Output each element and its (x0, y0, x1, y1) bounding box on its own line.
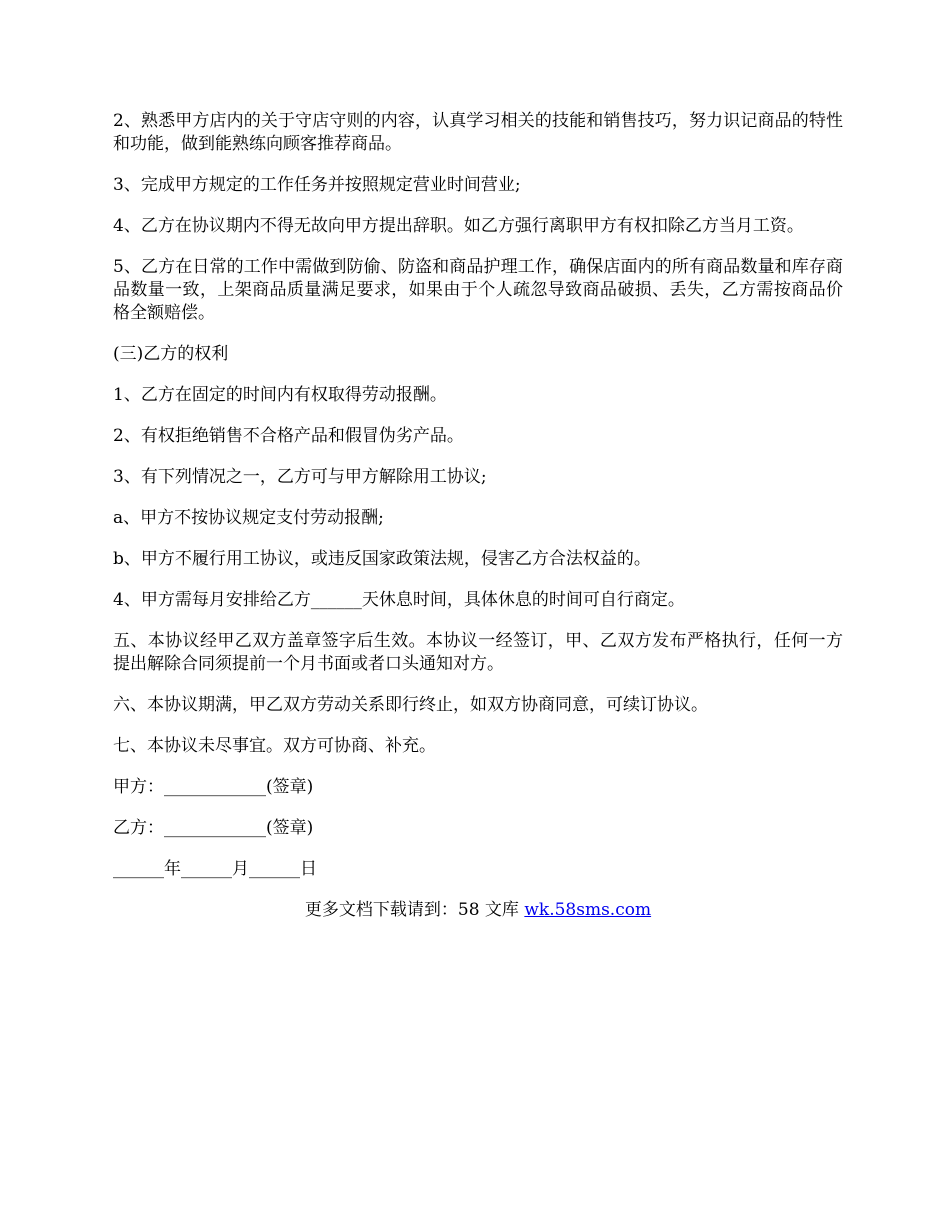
paragraph-duty-2: 2、熟悉甲方店内的关于守店守则的内容，认真学习相关的技能和销售技巧，努力识记商品的特性和功能，做到能熟练向顾客推荐商品。 (113, 111, 843, 154)
paragraph-duty-3: 3、完成甲方规定的工作任务并按照规定营业时间营业; (113, 175, 521, 195)
paragraph-right-2: 2、有权拒绝销售不合格产品和假冒伪劣产品。 (113, 426, 464, 446)
document-page (113, 110, 843, 922)
signature-party-a: 甲方：____________(签章) (113, 777, 314, 797)
footer-link[interactable]: wk.58sms.com (524, 900, 652, 920)
section-heading-rights: (三)乙方的权利 (113, 344, 229, 364)
paragraph-duty-4: 4、乙方在协议期内不得无故向甲方提出辞职。如乙方强行离职甲方有权扣除乙方当月工资。 (113, 216, 804, 236)
paragraph-right-3a: a、甲方不按协议规定支付劳动报酬; (113, 508, 384, 528)
paragraph-clause-7: 七、本协议未尽事宜。双方可协商、补充。 (113, 736, 436, 756)
paragraph-clause-5: 五、本协议经甲乙双方盖章签字后生效。本协议一经签订，甲、乙双方发布严格执行，任何一方提出解除合同须提前一个月书面或者口头通知对方。 (113, 631, 843, 674)
footer-prefix: 更多文档下载请到：58 文库 (304, 900, 525, 920)
paragraph-right-1: 1、乙方在固定的时间内有权取得劳动报酬。 (113, 385, 447, 405)
signature-party-b: 乙方：____________(签章) (113, 818, 314, 838)
footer-download-note (113, 899, 843, 922)
paragraph-right-4: 4、甲方需每月安排给乙方______天休息时间，具体休息的时间可自行商定。 (113, 590, 685, 610)
paragraph-duty-5: 5、乙方在日常的工作中需做到防偷、防盗和商品护理工作，确保店面内的所有商品数量和库存商品数量一致，上架商品质量满足要求，如果由于个人疏忽导致商品破损、丢失，乙方需按商品价格全额赔偿。 (113, 257, 843, 323)
paragraph-clause-6: 六、本协议期满，甲乙双方劳动关系即行终止，如双方协商同意，可续订协议。 (113, 695, 708, 715)
paragraph-right-3b: b、甲方不履行用工协议，或违反国家政策法规，侵害乙方合法权益的。 (113, 549, 651, 569)
signature-date: ______年______月______日 (113, 859, 317, 879)
paragraph-right-3: 3、有下列情况之一，乙方可与甲方解除用工协议; (113, 467, 487, 487)
